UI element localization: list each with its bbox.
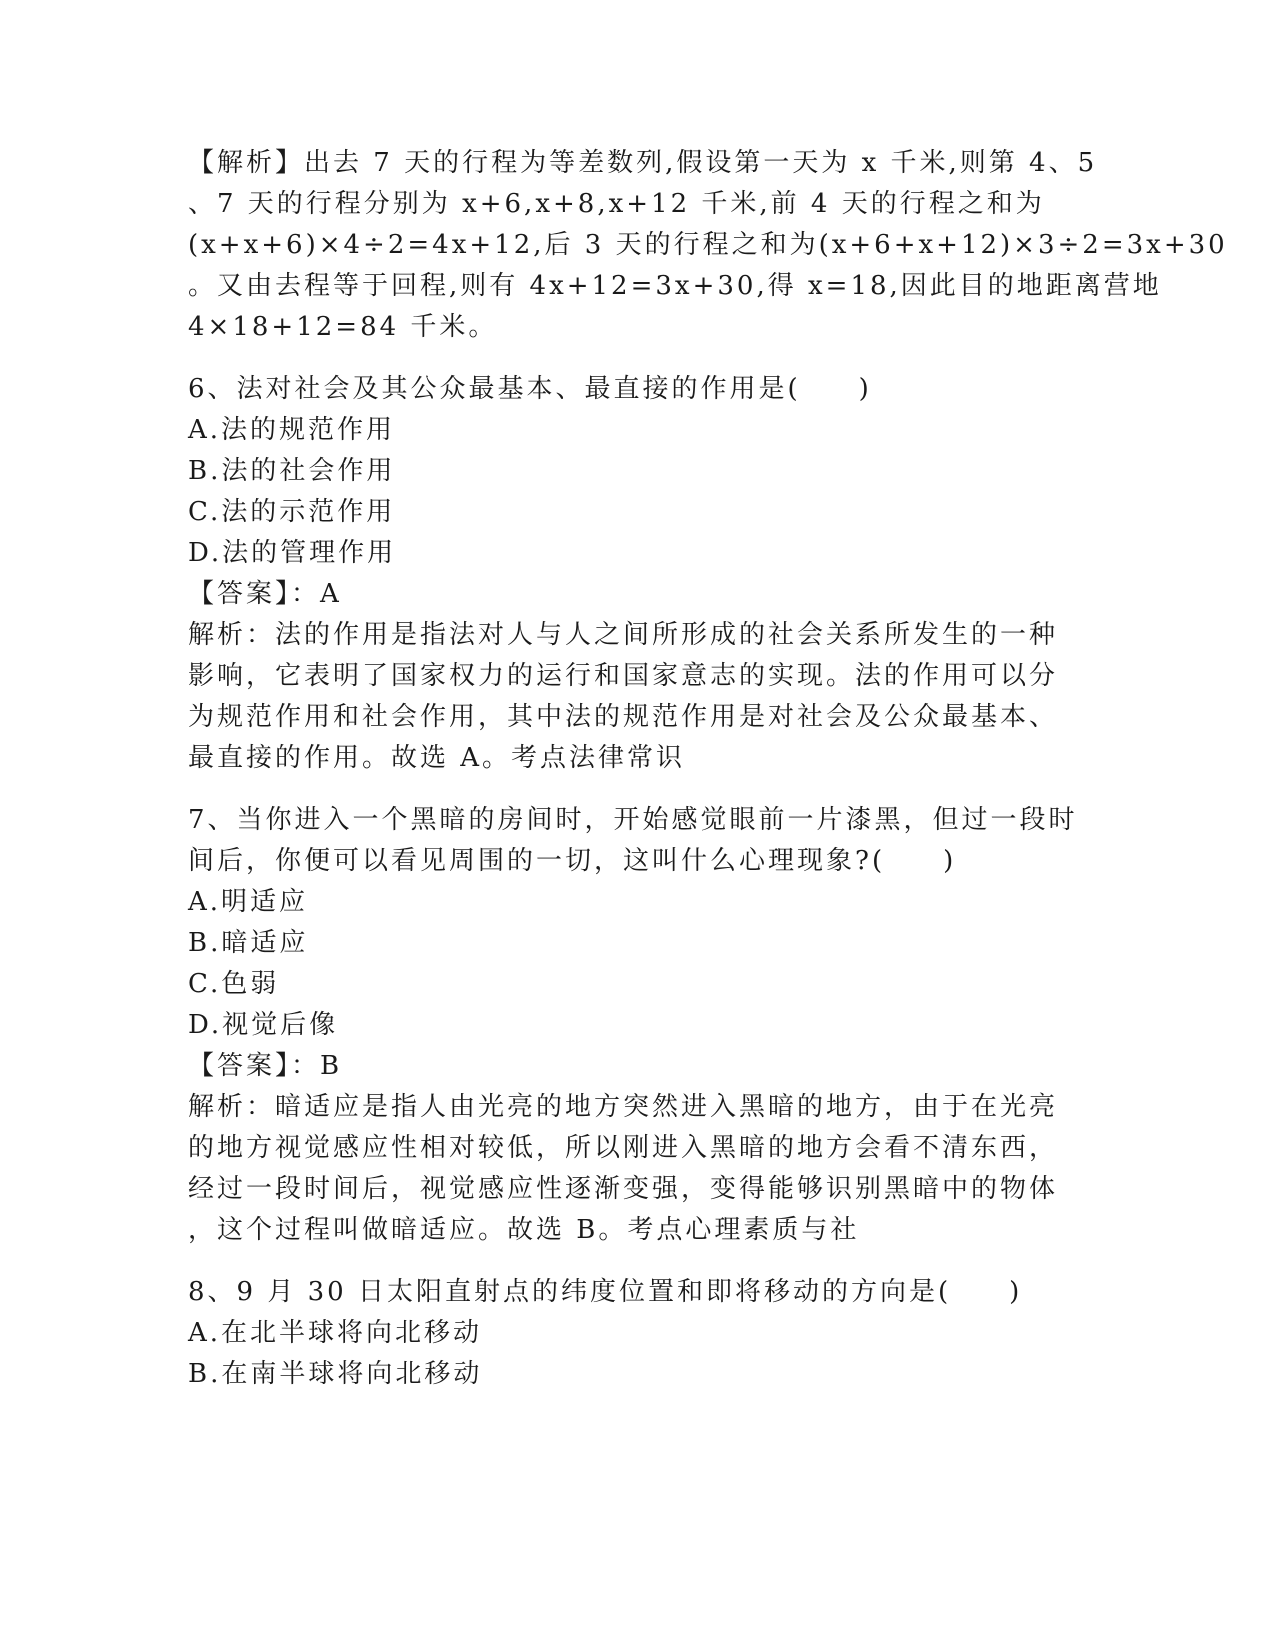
question-8-text: 8、9 月 30 日太阳直射点的纬度位置和即将移动的方向是( )	[188, 1277, 1023, 1307]
question-6-text: 6、法对社会及其公众最基本、最直接的作用是( )	[188, 374, 872, 404]
q7-answer: 【答案】：B	[188, 1051, 343, 1081]
analysis-line: 。又由去程等于回程,则有 4x+12=3x+30,得 x=18,因此目的地距离营地	[188, 271, 1162, 301]
q7-analysis-line: 经过一段时间后，视觉感应性逐渐变强，变得能够识别黑暗中的物体	[188, 1174, 1059, 1204]
analysis-line: (x+x+6)×4÷2=4x+12,后 3 天的行程之和为(x+6+x+12)×3÷2=3x+30	[188, 230, 1228, 260]
q8-option-b: B.在南半球将向北移动	[188, 1359, 483, 1389]
question-7-text: 间后，你便可以看见周围的一切，这叫什么心理现象?( )	[188, 846, 957, 876]
analysis-line: 【解析】出去 7 天的行程为等差数列,假设第一天为 x 千米,则第 4、5	[188, 148, 1098, 178]
q6-analysis-line: 为规范作用和社会作用，其中法的规范作用是对社会及公众最基本、	[188, 702, 1059, 732]
q8-option-a: A.在北半球将向北移动	[188, 1318, 483, 1348]
q7-option-a: A.明适应	[188, 887, 309, 917]
q6-analysis-line: 最直接的作用。故选 A。考点法律常识	[188, 743, 686, 773]
q7-analysis-line: 解析：暗适应是指人由光亮的地方突然进入黑暗的地方，由于在光亮	[188, 1092, 1059, 1122]
analysis-line: 、7 天的行程分别为 x+6,x+8,x+12 千米,前 4 天的行程之和为	[188, 189, 1045, 219]
q7-analysis-line: ，这个过程叫做暗适应。故选 B。考点心理素质与社	[188, 1215, 860, 1245]
q7-option-c: C.色弱	[188, 969, 280, 999]
q6-analysis-line: 影响，它表明了国家权力的运行和国家意志的实现。法的作用可以分	[188, 661, 1059, 691]
q7-option-d: D.视觉后像	[188, 1010, 339, 1040]
q6-option-d: D.法的管理作用	[188, 538, 397, 568]
q7-option-b: B.暗适应	[188, 928, 309, 958]
q6-option-a: A.法的规范作用	[188, 415, 396, 445]
analysis-line: 4×18+12=84 千米。	[188, 312, 498, 342]
q7-analysis-line: 的地方视觉感应性相对较低，所以刚进入黑暗的地方会看不清东西，	[188, 1133, 1059, 1163]
question-7-text: 7、当你进入一个黑暗的房间时，开始感觉眼前一片漆黑，但过一段时	[188, 805, 1078, 835]
q6-analysis-line: 解析：法的作用是指法对人与人之间所形成的社会关系所发生的一种	[188, 620, 1059, 650]
q6-option-c: C.法的示范作用	[188, 497, 396, 527]
q6-answer: 【答案】：A	[188, 579, 342, 609]
q6-option-b: B.法的社会作用	[188, 456, 396, 486]
